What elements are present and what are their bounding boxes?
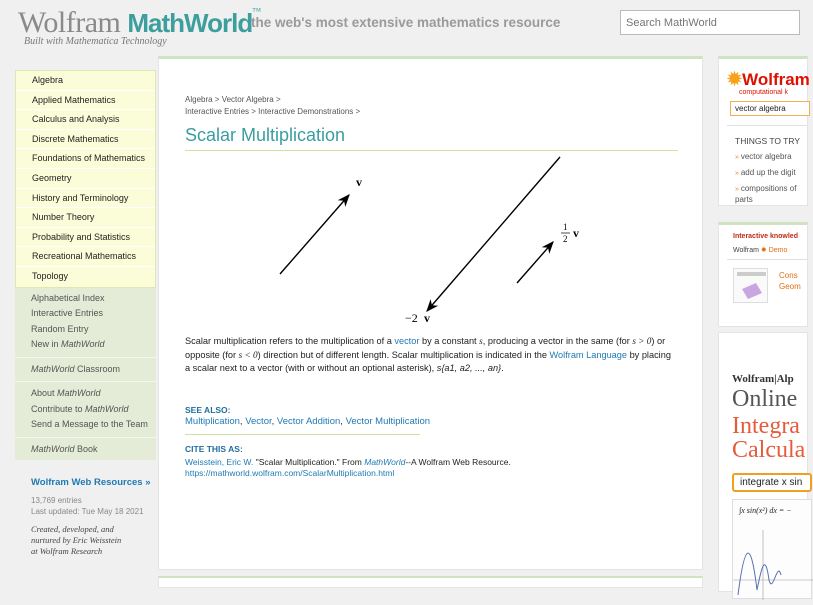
main-content	[158, 56, 703, 570]
demonstration-link[interactable]: Cons Geom	[779, 271, 801, 291]
nav-link-about-mathworld[interactable]	[15, 386, 156, 402]
new-in-prefix: New in	[31, 339, 62, 350]
nav-link-mathworld-book[interactable]	[15, 442, 156, 458]
nav-item-topology[interactable]: Topology	[32, 270, 69, 281]
math-s: s	[479, 336, 483, 346]
wolfram-alpha-logo[interactable]	[727, 69, 810, 90]
nav-link-mathworld-classroom[interactable]	[15, 362, 156, 378]
see-also-heading: SEE ALSO:	[185, 405, 231, 415]
nav-link-alphabetical-index[interactable]: Alphabetical Index	[31, 292, 105, 303]
wolfram-alpha-ad[interactable]	[718, 332, 808, 592]
link-wolfram-language[interactable]: Wolfram Language	[549, 349, 628, 360]
see-also-multiplication[interactable]: Multiplication	[185, 416, 240, 427]
mathworld-italic: MathWorld	[31, 443, 75, 454]
ad-input: integrate x sin	[732, 473, 812, 492]
breadcrumb-interactive-demonstrations[interactable]: Interactive Demonstrations	[258, 106, 354, 116]
label-half-denominator: 2	[563, 234, 568, 244]
page-title: Scalar Multiplication	[185, 125, 346, 145]
wolfram-star-icon: ✹	[727, 69, 743, 89]
cite-divider	[185, 434, 420, 435]
nav-item-probability-and-statistics[interactable]: Probability and Statistics	[16, 228, 155, 248]
nav-item-algebra[interactable]: Algebra	[16, 71, 155, 91]
site-header	[0, 0, 800, 52]
mathworld-italic: MathWorld	[61, 339, 105, 350]
classroom-suffix: Classroom	[74, 363, 121, 374]
nav-item-recreational-mathematics[interactable]: Recreational Mathematics	[16, 247, 155, 267]
wolfram-alpha-widget	[718, 56, 808, 206]
ad-result-panel	[732, 499, 812, 599]
contribute-prefix: Contribute to	[31, 403, 86, 414]
topic-list	[15, 70, 156, 288]
breadcrumb-separator: >	[273, 95, 281, 104]
citation	[185, 457, 511, 479]
cite-mathworld-link[interactable]: MathWorld	[364, 457, 406, 467]
wolfram-web-resources-link[interactable]: Wolfram Web Resources »	[31, 477, 151, 488]
ad-headline-2: Integra	[732, 413, 800, 439]
logo-trademark: ™	[252, 6, 261, 16]
bullet-icon: »	[735, 186, 741, 193]
desc-text: .	[501, 363, 504, 373]
demonstration-thumbnail[interactable]	[733, 268, 768, 303]
bullet-icon: »	[735, 170, 741, 177]
link-vector[interactable]: vector	[394, 336, 420, 346]
desc-text: , producing a vector in the same (for	[482, 336, 633, 346]
label-half-numerator: 1	[563, 222, 568, 232]
label-neg2-v: v	[424, 311, 430, 325]
site-credit	[31, 524, 121, 557]
about-prefix: About	[31, 388, 58, 399]
citation-line	[185, 457, 511, 468]
math-code: s{a1, a2, ..., an}	[436, 363, 502, 373]
book-suffix: Book	[74, 443, 98, 454]
nav-link-send-message[interactable]: Send a Message to the Team	[31, 419, 148, 430]
right-sidebar	[718, 56, 810, 588]
see-also-vector-addition[interactable]: Vector Addition	[276, 416, 341, 427]
desc-text: by a constant	[419, 336, 480, 346]
nav-item-discrete-mathematics[interactable]: Discrete Mathematics	[16, 130, 155, 150]
try-example-vector-algebra[interactable]: » vector algebra	[735, 152, 792, 161]
desc-text: ) or opposite (for	[185, 336, 666, 360]
cite-text: "Scalar Multiplication." From	[253, 457, 365, 467]
vector-v-arrow	[280, 195, 349, 274]
wolfram-alpha-logo-text: Wolfram	[742, 70, 810, 89]
interactive-knowledge-title: Interactive knowled	[733, 233, 798, 240]
vector-half-v-arrow	[517, 242, 553, 283]
interactive-knowledge-widget	[718, 222, 808, 327]
label-neg2: −2	[405, 311, 418, 325]
ad-headline-1: Online	[732, 386, 798, 412]
nav-link-random-entry[interactable]: Random Entry	[31, 323, 89, 334]
nav-item-foundations-of-mathematics[interactable]: Foundations of Mathematics	[16, 149, 155, 169]
scalar-multiplication-figure	[269, 150, 589, 330]
breadcrumb	[185, 94, 360, 117]
main-content-footer-box	[158, 576, 703, 588]
entry-count: 13,769 entries	[31, 496, 82, 505]
logo-mathworld: MathWorld	[127, 8, 253, 38]
wolfram-alpha-input[interactable]: vector algebra	[730, 101, 810, 116]
thumbnail-image-icon	[734, 269, 769, 304]
credit-line: at Wolfram Research	[31, 546, 103, 556]
ad-formula: ∫x sin(x²) dx = −	[739, 506, 792, 515]
nav-divider	[15, 357, 156, 358]
logo-wolfram: Wolfram	[18, 6, 128, 39]
breadcrumb-line	[185, 106, 360, 118]
wolfram-mathworld-logo[interactable]	[18, 6, 261, 40]
site-stats	[31, 495, 144, 517]
ad-plot	[733, 500, 813, 600]
wolfram-alpha-subtitle: computational k	[739, 89, 789, 96]
nav-link-interactive-entries[interactable]: Interactive Entries	[31, 308, 104, 319]
mathworld-italic: MathWorld	[85, 403, 129, 414]
see-also-vector[interactable]: Vector	[245, 416, 272, 427]
breadcrumb-line	[185, 94, 360, 106]
try-example-add-digits[interactable]: » add up the digit	[735, 168, 796, 177]
mathworld-italic: MathWorld	[57, 388, 101, 399]
credit-line: Created, developed, and	[31, 524, 114, 534]
site-subtagline: Built with Mathematica Technology	[24, 36, 167, 47]
see-also-links: Multiplication, Vector, Vector Addition, Vector Multiplication	[185, 416, 431, 427]
nav-misc-links	[15, 288, 156, 461]
nav-item-number-theory[interactable]: Number Theory	[16, 208, 155, 228]
search-input[interactable]	[620, 10, 800, 35]
math-s-negative: s < 0	[238, 349, 258, 360]
breadcrumb-separator: >	[249, 106, 259, 116]
label-v: v	[356, 175, 362, 189]
bullet-icon: »	[735, 154, 741, 161]
nav-item-calculus-and-analysis[interactable]: Calculus and Analysis	[16, 110, 155, 130]
divider	[727, 259, 807, 260]
desc-text: Scalar multiplication refers to the multiplication of a	[185, 336, 395, 346]
breadcrumb-vector-algebra[interactable]: Vector Algebra	[221, 95, 274, 104]
nav-item-history-and-terminology[interactable]: History and Terminology	[16, 189, 155, 209]
nav-divider	[15, 381, 156, 382]
credit-line: nurtured by Eric Weisstein	[31, 535, 122, 545]
nav-item-geometry[interactable]: Geometry	[16, 169, 155, 189]
breadcrumb-interactive-entries[interactable]: Interactive Entries	[185, 106, 250, 116]
demonstrations-star-icon: ✹	[760, 247, 769, 254]
nav-divider	[15, 437, 156, 438]
math-s-positive: s > 0	[632, 336, 652, 346]
cite-url-link[interactable]: https://mathworld.wolfram.com/ScalarMultiplication.html	[185, 468, 395, 478]
try-example-compositions[interactable]: » compositions of parts	[735, 184, 797, 204]
nav-item-applied-mathematics[interactable]: Applied Mathematics	[16, 91, 155, 111]
breadcrumb-separator: >	[212, 95, 222, 104]
interactive-knowledge-subtitle: Wolfram ✹ Demo	[733, 247, 788, 254]
things-to-try-heading: THINGS TO TRY	[735, 136, 801, 146]
cite-text: --A Wolfram Web Resource.	[405, 457, 511, 467]
last-updated: Last updated: Tue May 18 2021	[31, 507, 144, 516]
desc-text: ) direction but of different length. Scalar multiplication is indicated in the	[257, 349, 550, 360]
ad-brand: Wolfram|Alp	[732, 373, 794, 385]
breadcrumb-separator: >	[353, 106, 361, 116]
cite-heading: CITE THIS AS:	[185, 444, 243, 454]
desc-text: by placing a scalar next to a vector (with or without an optional asterisk),	[185, 349, 671, 373]
nav-link-new-in-mathworld[interactable]	[15, 337, 156, 353]
description-paragraph	[185, 335, 673, 376]
left-nav	[15, 70, 156, 460]
vector-neg2-v-arrow	[427, 157, 560, 311]
breadcrumb-algebra[interactable]: Algebra	[185, 95, 213, 104]
mathworld-italic: MathWorld	[31, 363, 75, 374]
site-tagline: the web's most extensive mathematics resource	[251, 15, 561, 30]
nav-link-contribute[interactable]	[15, 402, 156, 418]
divider	[727, 125, 807, 126]
cite-author-link[interactable]: Weisstein, Eric W.	[185, 457, 254, 467]
ad-headline-3: Calcula	[732, 437, 806, 463]
label-half-v: v	[573, 226, 579, 240]
see-also-vector-multiplication[interactable]: Vector Multiplication	[345, 416, 431, 427]
